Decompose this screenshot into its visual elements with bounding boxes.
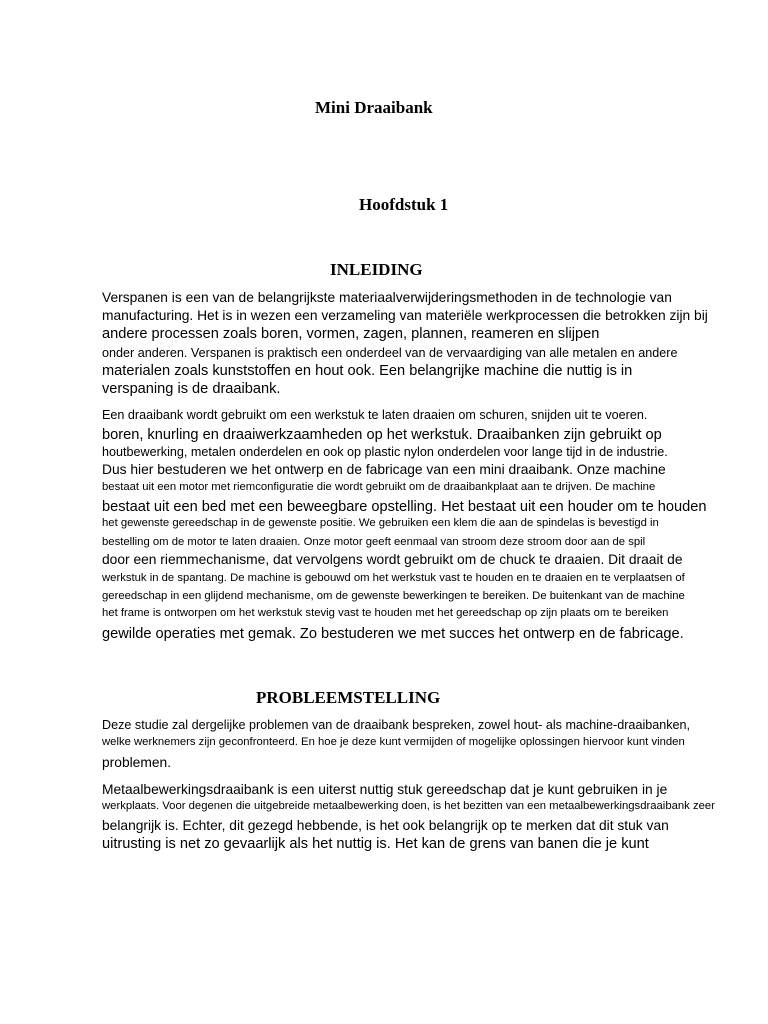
text-line: materialen zoals kunststoffen en hout ook. Een belangrijke machine die nuttig is in	[102, 363, 633, 379]
section-heading-inleiding: INLEIDING	[330, 260, 423, 279]
text-line: Een draaibank wordt gebruikt om een werkstuk te laten draaien om schuren, snijden uit te voeren.	[102, 408, 648, 422]
text-line: Deze studie zal dergelijke problemen van de draaibank bespreken, zowel hout- als machine-draaibanken,	[102, 718, 691, 732]
text-line: het frame is ontworpen om het werkstuk stevig vast te houden met het gereedschap op zijn plaats om te bereiken	[102, 607, 669, 619]
section-heading-probleemstelling: PROBLEEMSTELLING	[256, 688, 441, 707]
text-line: bestelling om de motor te laten draaien. Onze motor geeft eenmaal van stroom deze stroom door aan de spil	[102, 536, 646, 548]
text-line: boren, knurling en draaiwerkzaamheden op het werkstuk. Draaibanken zijn gebruikt op	[102, 427, 662, 443]
text-line: houtbewerking, metalen onderdelen en ook op plastic nylon onderdelen voor lange tijd in de industrie.	[102, 445, 668, 459]
text-line: het gewenste gereedschap in de gewenste positie. We gebruiken een klem die aan de spindelas is bevestigd in	[102, 517, 659, 529]
text-line: door een riemmechanisme, dat vervolgens wordt gebruikt om de chuck te draaien. Dit draait de	[102, 552, 683, 567]
chapter-heading: Hoofdstuk 1	[359, 195, 449, 214]
text-line: bestaat uit een bed met een beweegbare opstelling. Het bestaat uit een houder om te houden	[102, 499, 707, 515]
text-line: manufacturing. Het is in wezen een verzameling van materiële werkprocessen die betrokken zijn bij	[102, 308, 708, 323]
text-line: uitrusting is net zo gevaarlijk als het nuttig is. Het kan de grens van banen die je kunt	[102, 836, 649, 852]
text-line: Verspanen is een van de belangrijkste materiaalverwijderingsmethoden in de technologie van	[102, 290, 672, 305]
text-line: werkplaats. Voor degenen die uitgebreide metaalbewerking doen, is het bezitten van een metaalbewerkingsdraaibank zeer	[102, 800, 715, 812]
text-line: andere processen zoals boren, vormen, zagen, plannen, reameren en slijpen	[102, 326, 600, 342]
text-line: gereedschap in een glijdend mechanisme, om de gewenste bewerkingen te bereiken. De buitenkant van de machine	[102, 590, 685, 602]
text-line: gewilde operaties met gemak. Zo bestuderen we met succes het ontwerp en de fabricage.	[102, 626, 684, 642]
text-line: onder anderen. Verspanen is praktisch een onderdeel van de vervaardiging van alle metalen en andere	[102, 346, 678, 360]
text-line: werkstuk in de spantang. De machine is gebouwd om het werkstuk vast te houden en te draaien en te verplaatsen of	[102, 572, 685, 584]
text-line: verspaning is de draaibank.	[102, 381, 281, 397]
text-line: Metaalbewerkingsdraaibank is een uiterst nuttig stuk gereedschap dat je kunt gebruiken in je	[102, 782, 668, 797]
text-line: welke werknemers zijn geconfronteerd. En hoe je deze kunt vermijden of mogelijke oplossingen hiervoor kunt vinden	[102, 736, 685, 748]
text-line: belangrijk is. Echter, dit gezegd hebbende, is het ook belangrijk op te merken dat dit stuk van	[102, 818, 669, 833]
text-line: problemen.	[102, 755, 172, 770]
text-line: Dus hier bestuderen we het ontwerp en de fabricage van een mini draaibank. Onze machine	[102, 462, 666, 477]
document-title: Mini Draaibank	[315, 98, 433, 117]
text-line: bestaat uit een motor met riemconfiguratie die wordt gebruikt om de draaibankplaat aan te drijven. De machine	[102, 481, 656, 493]
